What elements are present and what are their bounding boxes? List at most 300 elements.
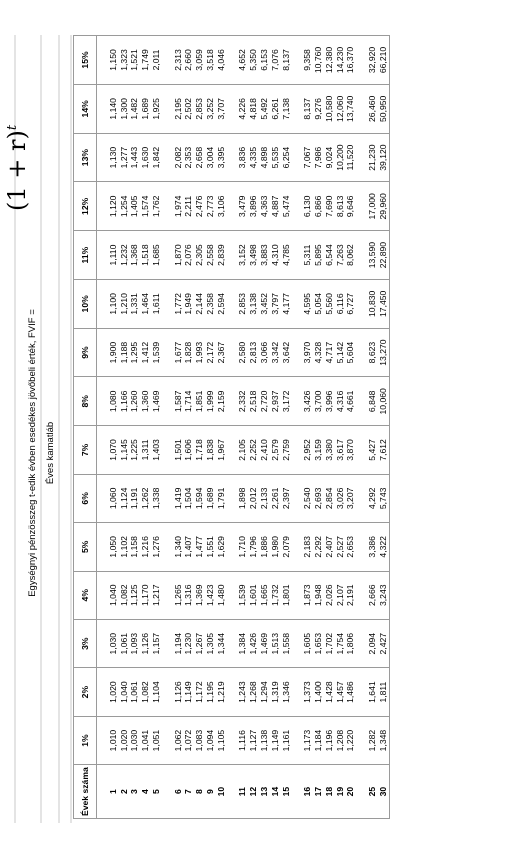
value-cell: 1,126	[173, 668, 184, 716]
year-cell: 1	[108, 765, 119, 819]
value-cell: 11,520	[345, 133, 356, 182]
spacer-cell	[162, 426, 173, 474]
value-cell: 1,102	[119, 523, 130, 571]
spacer-cell	[97, 133, 108, 182]
value-cell: 1,331	[129, 279, 140, 328]
value-cell: 3,996	[324, 377, 335, 426]
value-cell: 4,177	[281, 279, 292, 328]
value-cell: 1,265	[173, 571, 184, 619]
table-row	[173, 36, 184, 819]
value-cell: 1,980	[270, 523, 281, 571]
value-cell: 2,580	[237, 328, 248, 377]
value-cell: 3,479	[237, 182, 248, 231]
value-cell: 1,295	[129, 328, 140, 377]
value-cell: 1,685	[151, 231, 162, 280]
spacer-cell	[291, 84, 302, 133]
value-cell: 1,216	[140, 523, 151, 571]
value-cell: 1,539	[151, 328, 162, 377]
value-cell: 1,999	[205, 377, 216, 426]
value-cell: 1,080	[108, 377, 119, 426]
value-cell: 2,367	[216, 328, 227, 377]
spacer-cell	[227, 765, 238, 819]
value-cell: 1,030	[108, 619, 119, 667]
spacer-cell	[162, 36, 173, 85]
value-cell: 4,661	[345, 377, 356, 426]
value-cell: 1,641	[367, 668, 378, 716]
value-cell: 1,772	[173, 279, 184, 328]
value-cell: 1,967	[216, 426, 227, 474]
year-cell: 11	[237, 765, 248, 819]
year-cell: 25	[367, 765, 378, 819]
value-cell: 2,012	[248, 474, 259, 522]
value-cell: 1,300	[119, 84, 130, 133]
value-cell: 1,172	[194, 668, 205, 716]
value-cell: 1,050	[108, 523, 119, 571]
value-cell: 2,502	[183, 84, 194, 133]
value-cell: 13,740	[345, 84, 356, 133]
spacer-cell	[97, 279, 108, 328]
value-cell: 1,714	[183, 377, 194, 426]
value-cell: 1,811	[378, 668, 389, 716]
value-cell: 6,254	[281, 133, 292, 182]
spacer-cell	[291, 474, 302, 522]
value-cell: 1,754	[335, 619, 346, 667]
value-cell: 2,660	[183, 36, 194, 85]
value-cell: 4,595	[302, 279, 313, 328]
value-cell: 2,261	[270, 474, 281, 522]
table-row	[129, 36, 140, 819]
value-cell: 4,046	[216, 36, 227, 85]
value-cell: 1,040	[119, 668, 130, 716]
spacer-cell	[97, 426, 108, 474]
value-cell: 1,260	[129, 377, 140, 426]
spacer-cell	[291, 426, 302, 474]
value-cell: 1,061	[129, 668, 140, 716]
spacer-cell	[356, 523, 367, 571]
value-cell: 1,072	[183, 716, 194, 764]
value-cell: 1,400	[313, 668, 324, 716]
value-cell: 2,853	[194, 84, 205, 133]
spacer-cell	[291, 36, 302, 85]
spacer-cell	[162, 133, 173, 182]
year-cell: 18	[324, 765, 335, 819]
value-cell: 1,480	[216, 571, 227, 619]
value-cell: 5,474	[281, 182, 292, 231]
value-cell: 6,848	[367, 377, 378, 426]
value-cell: 5,895	[313, 231, 324, 280]
value-cell: 1,732	[270, 571, 281, 619]
spacer-cell	[97, 619, 108, 667]
value-cell: 1,558	[281, 619, 292, 667]
value-cell: 1,149	[270, 716, 281, 764]
spacer-cell	[227, 619, 238, 667]
value-cell: 2,410	[259, 426, 270, 474]
value-cell: 17,450	[378, 279, 389, 328]
value-cell: 1,338	[151, 474, 162, 522]
value-cell: 1,428	[324, 668, 335, 716]
value-cell: 4,292	[367, 474, 378, 522]
value-cell: 1,188	[119, 328, 130, 377]
year-cell: 17	[313, 765, 324, 819]
table-row	[237, 36, 248, 819]
value-cell: 1,407	[183, 523, 194, 571]
value-cell: 3,152	[237, 231, 248, 280]
value-cell: 3,004	[205, 133, 216, 182]
spacer-cell	[356, 377, 367, 426]
value-cell: 5,492	[259, 84, 270, 133]
value-cell: 3,707	[216, 84, 227, 133]
table-row	[194, 36, 205, 819]
value-cell: 1,749	[140, 36, 151, 85]
value-cell: 1,124	[119, 474, 130, 522]
value-cell: 1,574	[140, 182, 151, 231]
value-cell: 1,594	[194, 474, 205, 522]
spacer-cell	[227, 328, 238, 377]
value-cell: 2,813	[248, 328, 259, 377]
header-rate: 15%	[74, 36, 97, 85]
value-cell: 2,292	[313, 523, 324, 571]
value-cell: 1,243	[237, 668, 248, 716]
value-cell: 1,501	[173, 426, 184, 474]
value-cell: 4,898	[259, 133, 270, 182]
year-cell: 15	[281, 765, 292, 819]
value-cell: 1,294	[259, 668, 270, 716]
value-cell: 3,159	[313, 426, 324, 474]
group-spacer	[97, 36, 108, 819]
value-cell: 2,720	[259, 377, 270, 426]
value-cell: 1,040	[108, 571, 119, 619]
header-rate: 13%	[74, 133, 97, 182]
spacer-cell	[227, 716, 238, 764]
value-cell: 1,403	[151, 426, 162, 474]
year-cell: 12	[248, 765, 259, 819]
spacer-cell	[227, 426, 238, 474]
value-cell: 2,313	[173, 36, 184, 85]
value-cell: 2,172	[205, 328, 216, 377]
spacer-cell	[162, 182, 173, 231]
value-cell: 1,443	[129, 133, 140, 182]
value-cell: 7,067	[302, 133, 313, 182]
spacer-cell	[291, 133, 302, 182]
value-cell: 1,217	[151, 571, 162, 619]
rate-group-header: Éves kamatláb	[45, 421, 56, 485]
value-cell: 2,183	[302, 523, 313, 571]
value-cell: 4,328	[313, 328, 324, 377]
value-cell: 1,384	[237, 619, 248, 667]
fvif-formula	[3, 125, 31, 211]
table-row	[183, 36, 194, 819]
value-cell: 1,539	[237, 571, 248, 619]
table-row	[151, 36, 162, 819]
value-cell: 12,060	[335, 84, 346, 133]
value-cell: 4,717	[324, 328, 335, 377]
value-cell: 4,310	[270, 231, 281, 280]
value-cell: 1,796	[248, 523, 259, 571]
formula-base: (1 + r)	[3, 130, 31, 211]
spacer-cell	[97, 571, 108, 619]
value-cell: 1,806	[345, 619, 356, 667]
value-cell: 1,762	[151, 182, 162, 231]
value-cell: 1,267	[194, 619, 205, 667]
value-cell: 10,760	[313, 36, 324, 85]
value-cell: 1,319	[270, 668, 281, 716]
spacer-cell	[97, 377, 108, 426]
value-cell: 1,993	[194, 328, 205, 377]
spacer-cell	[97, 182, 108, 231]
value-cell: 5,142	[335, 328, 346, 377]
value-cell: 10,060	[378, 377, 389, 426]
value-cell: 2,952	[302, 426, 313, 474]
spacer-cell	[227, 571, 238, 619]
spacer-cell	[97, 328, 108, 377]
value-cell: 1,949	[183, 279, 194, 328]
value-cell: 3,243	[378, 571, 389, 619]
value-cell: 6,153	[259, 36, 270, 85]
value-cell: 1,149	[183, 668, 194, 716]
value-cell: 14,230	[335, 36, 346, 85]
table-row	[248, 36, 259, 819]
value-cell: 2,191	[345, 571, 356, 619]
value-cell: 7,076	[270, 36, 281, 85]
value-cell: 2,026	[324, 571, 335, 619]
value-cell: 2,358	[205, 279, 216, 328]
value-cell: 3,380	[324, 426, 335, 474]
spacer-cell	[97, 523, 108, 571]
value-cell: 10,580	[324, 84, 335, 133]
value-cell: 39,120	[378, 133, 389, 182]
year-cell: 7	[183, 765, 194, 819]
value-cell: 1,127	[248, 716, 259, 764]
value-cell: 3,172	[281, 377, 292, 426]
value-cell: 2,476	[194, 182, 205, 231]
value-cell: 1,083	[194, 716, 205, 764]
spacer-cell	[97, 716, 108, 764]
value-cell: 1,316	[183, 571, 194, 619]
value-cell: 2,082	[173, 133, 184, 182]
value-cell: 1,665	[259, 571, 270, 619]
spacer-cell	[291, 619, 302, 667]
spacer-cell	[227, 523, 238, 571]
value-cell: 2,759	[281, 426, 292, 474]
header-rate: 2%	[74, 668, 97, 716]
value-cell: 2,407	[324, 523, 335, 571]
value-cell: 4,785	[281, 231, 292, 280]
value-cell: 1,405	[129, 182, 140, 231]
header-rate: 11%	[74, 231, 97, 280]
value-cell: 1,873	[302, 571, 313, 619]
value-cell: 1,082	[140, 668, 151, 716]
spacer-cell	[356, 571, 367, 619]
value-cell: 1,828	[183, 328, 194, 377]
value-cell: 2,579	[270, 426, 281, 474]
spacer-cell	[162, 328, 173, 377]
year-cell: 3	[129, 765, 140, 819]
value-cell: 2,527	[335, 523, 346, 571]
table-subtitle: Egységnyi pénzösszeg t-edik évben esedékes jövőbeli érték, FVIF =	[27, 309, 38, 597]
value-cell: 1,477	[194, 523, 205, 571]
value-cell: 1,373	[302, 668, 313, 716]
value-cell: 3,452	[259, 279, 270, 328]
value-cell: 1,208	[335, 716, 346, 764]
value-cell: 1,126	[140, 619, 151, 667]
header-rate: 8%	[74, 377, 97, 426]
value-cell: 8,137	[281, 36, 292, 85]
value-cell: 21,230	[367, 133, 378, 182]
value-cell: 1,469	[259, 619, 270, 667]
value-cell: 1,426	[248, 619, 259, 667]
spacer-cell	[97, 474, 108, 522]
spacer-cell	[291, 571, 302, 619]
table-row	[281, 36, 292, 819]
spacer-cell	[97, 765, 108, 819]
value-cell: 1,060	[108, 474, 119, 522]
spacer-cell	[162, 279, 173, 328]
value-cell: 2,558	[205, 231, 216, 280]
value-cell: 22,890	[378, 231, 389, 280]
value-cell: 1,925	[151, 84, 162, 133]
header-rate: 1%	[74, 716, 97, 764]
spacer-cell	[227, 36, 238, 85]
value-cell: 4,316	[335, 377, 346, 426]
header-rate: 4%	[74, 571, 97, 619]
value-cell: 2,159	[216, 377, 227, 426]
value-cell: 1,629	[216, 523, 227, 571]
value-cell: 1,710	[237, 523, 248, 571]
table-header-row	[74, 36, 97, 819]
value-cell: 2,839	[216, 231, 227, 280]
value-cell: 9,276	[313, 84, 324, 133]
value-cell: 1,340	[173, 523, 184, 571]
value-cell: 1,282	[367, 716, 378, 764]
value-cell: 1,145	[119, 426, 130, 474]
year-cell: 13	[259, 765, 270, 819]
year-cell: 20	[345, 765, 356, 819]
value-cell: 1,482	[129, 84, 140, 133]
spacer-cell	[227, 231, 238, 280]
value-cell: 9,024	[324, 133, 335, 182]
value-cell: 1,311	[140, 426, 151, 474]
value-cell: 3,395	[216, 133, 227, 182]
value-cell: 9,358	[302, 36, 313, 85]
value-cell: 2,653	[345, 523, 356, 571]
value-cell: 2,540	[302, 474, 313, 522]
value-cell: 1,630	[140, 133, 151, 182]
header-rate: 9%	[74, 328, 97, 377]
value-cell: 2,011	[151, 36, 162, 85]
value-cell: 8,062	[345, 231, 356, 280]
value-cell: 4,226	[237, 84, 248, 133]
table-row	[335, 36, 346, 819]
value-cell: 1,093	[129, 619, 140, 667]
value-cell: 5,560	[324, 279, 335, 328]
value-cell: 1,368	[129, 231, 140, 280]
spacer-cell	[356, 765, 367, 819]
value-cell: 3,106	[216, 182, 227, 231]
value-cell: 2,133	[259, 474, 270, 522]
year-cell: 16	[302, 765, 313, 819]
spacer-cell	[291, 668, 302, 716]
value-cell: 2,773	[205, 182, 216, 231]
value-cell: 1,262	[140, 474, 151, 522]
spacer-cell	[291, 377, 302, 426]
group-spacer	[227, 36, 238, 819]
value-cell: 1,346	[281, 668, 292, 716]
value-cell: 1,457	[335, 668, 346, 716]
value-cell: 1,219	[216, 668, 227, 716]
header-rate: 14%	[74, 84, 97, 133]
value-cell: 1,718	[194, 426, 205, 474]
value-cell: 1,886	[259, 523, 270, 571]
value-cell: 3,252	[205, 84, 216, 133]
value-cell: 1,030	[129, 716, 140, 764]
value-cell: 5,743	[378, 474, 389, 522]
spacer-cell	[356, 84, 367, 133]
value-cell: 1,140	[108, 84, 119, 133]
spacer-cell	[291, 182, 302, 231]
value-cell: 1,653	[313, 619, 324, 667]
value-cell: 2,353	[183, 133, 194, 182]
group-spacer	[162, 36, 173, 819]
spacer-cell	[227, 182, 238, 231]
value-cell: 4,335	[248, 133, 259, 182]
formula-exponent: t	[5, 124, 20, 131]
value-cell: 4,818	[248, 84, 259, 133]
value-cell: 6,727	[345, 279, 356, 328]
value-cell: 2,252	[248, 426, 259, 474]
value-cell: 1,173	[302, 716, 313, 764]
value-cell: 1,157	[151, 619, 162, 667]
value-cell: 1,323	[119, 36, 130, 85]
value-cell: 3,970	[302, 328, 313, 377]
value-cell: 1,276	[151, 523, 162, 571]
spacer-cell	[356, 619, 367, 667]
value-cell: 1,100	[108, 279, 119, 328]
value-cell: 1,513	[270, 619, 281, 667]
value-cell: 1,210	[119, 279, 130, 328]
value-cell: 2,666	[367, 571, 378, 619]
value-cell: 2,094	[367, 619, 378, 667]
value-cell: 1,423	[205, 571, 216, 619]
header-rate: 6%	[74, 474, 97, 522]
value-cell: 1,041	[140, 716, 151, 764]
value-cell: 1,120	[108, 182, 119, 231]
spacer-cell	[97, 668, 108, 716]
value-cell: 2,693	[313, 474, 324, 522]
value-cell: 3,386	[367, 523, 378, 571]
spacer-cell	[356, 474, 367, 522]
spacer-cell	[356, 133, 367, 182]
value-cell: 1,842	[151, 133, 162, 182]
value-cell: 3,883	[259, 231, 270, 280]
spacer-cell	[227, 133, 238, 182]
value-cell: 1,105	[216, 716, 227, 764]
spacer-cell	[97, 231, 108, 280]
value-cell: 1,486	[345, 668, 356, 716]
value-cell: 66,210	[378, 36, 389, 85]
group-spacer	[291, 36, 302, 819]
spacer-cell	[291, 523, 302, 571]
year-cell: 14	[270, 765, 281, 819]
value-cell: 2,105	[237, 426, 248, 474]
value-cell: 12,380	[324, 36, 335, 85]
table-row	[324, 36, 335, 819]
table-row	[140, 36, 151, 819]
value-cell: 1,110	[108, 231, 119, 280]
value-cell: 1,158	[129, 523, 140, 571]
value-cell: 6,866	[313, 182, 324, 231]
value-cell: 5,311	[302, 231, 313, 280]
value-cell: 1,194	[173, 619, 184, 667]
